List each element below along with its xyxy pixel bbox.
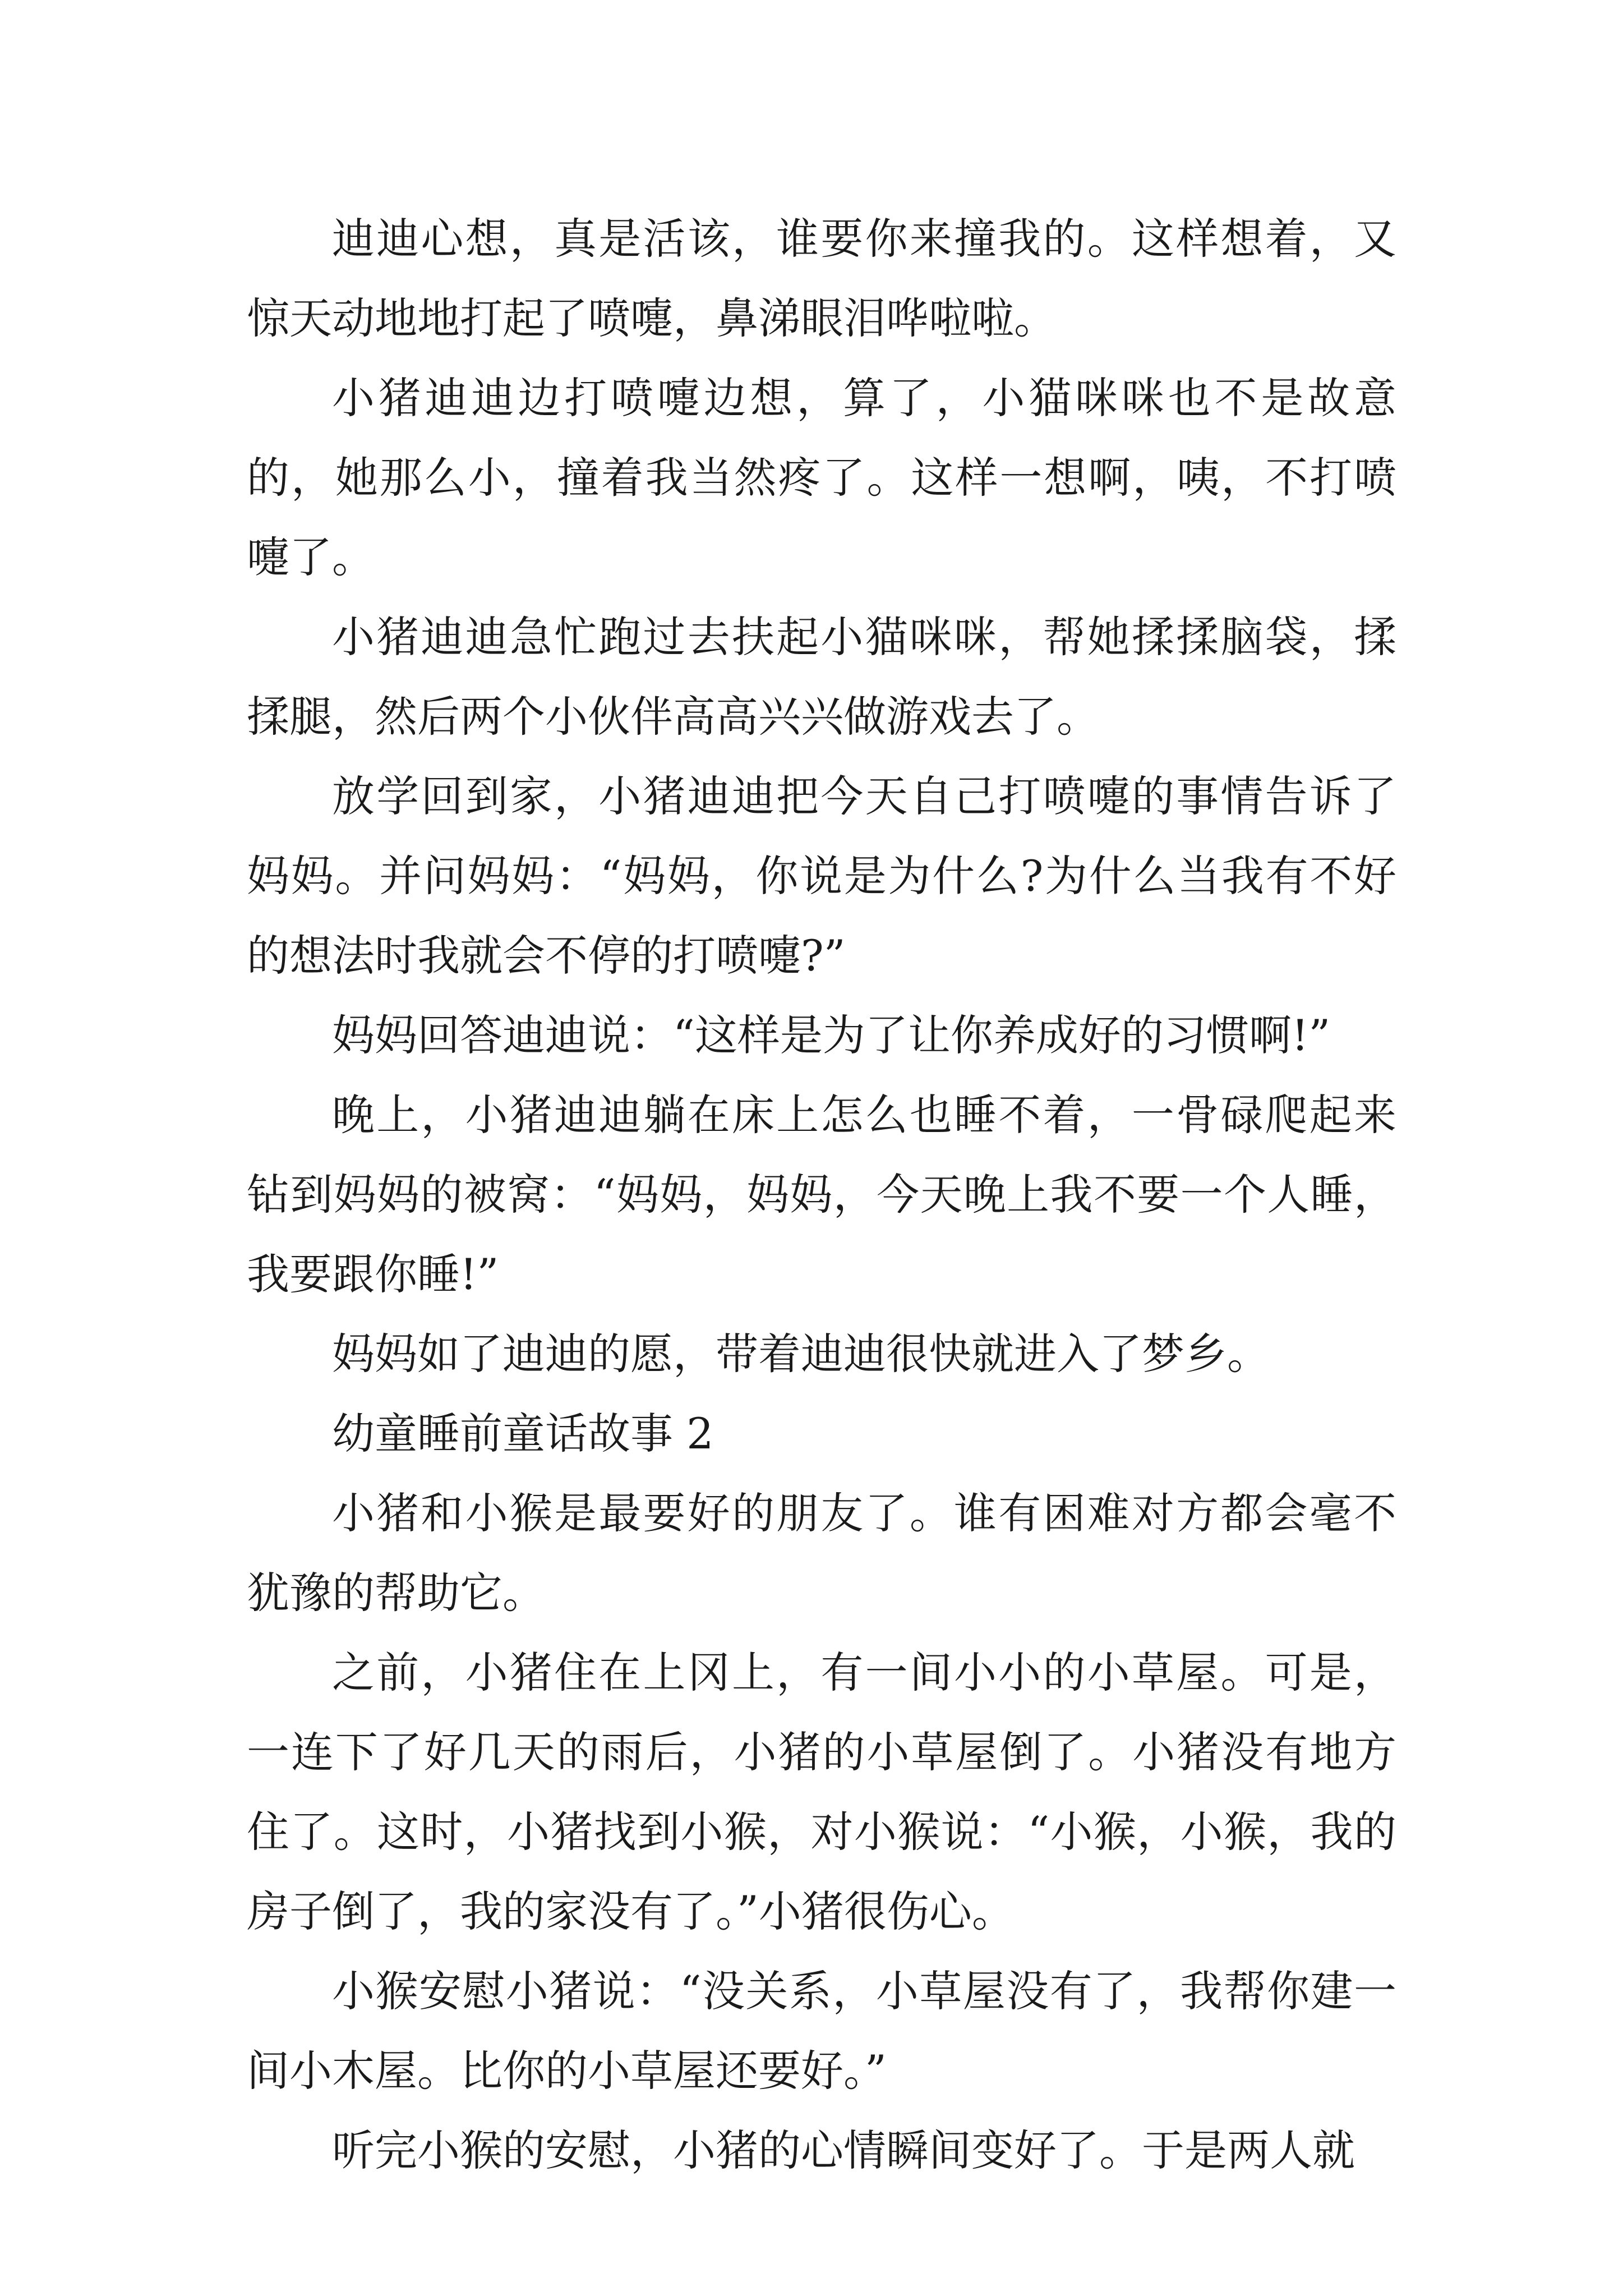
paragraph-10: 小猴安慰小猪说：“没关系，小草屋没有了，我帮你建一间小木屋。比你的小草屋还要好。”	[247, 1966, 1396, 2096]
paragraph-8: 小猪和小猴是最要好的朋友了。谁有困难对方都会毫不犹豫的帮助它。	[247, 1488, 1396, 1618]
paragraph-2: 小猪迪迪边打喷嚏边想，算了，小猫咪咪也不是故意的，她那么小，撞着我当然疼了。这样一想啊，咦，不打喷嚏了。	[247, 373, 1396, 582]
document-body	[247, 199, 1396, 2191]
paragraph-7: 妈妈如了迪迪的愿，带着迪迪很快就进入了梦乡。	[332, 1329, 1270, 1379]
paragraph-5: 妈妈回答迪迪说：“这样是为了让你养成好的习惯啊!”	[332, 1010, 1331, 1060]
paragraph-1: 迪迪心想，真是活该，谁要你来撞我的。这样想着，又惊天动地地打起了喷嚏，鼻涕眼泪哗啦啦。	[247, 214, 1396, 343]
paragraph-3: 小猪迪迪急忙跑过去扶起小猫咪咪，帮她揉揉脑袋，揉揉腿，然后两个小伙伴高高兴兴做游戏去了。	[247, 612, 1396, 742]
paragraph-4: 放学回到家，小猪迪迪把今天自己打喷嚏的事情告诉了妈妈。并问妈妈：“妈妈，你说是为什么?为什么当我有不好的想法时我就会不停的打喷嚏?”	[247, 771, 1396, 981]
paragraph-6: 晚上，小猪迪迪躺在床上怎么也睡不着，一骨碌爬起来钻到妈妈的被窝：“妈妈，妈妈，今天晚上我不要一个人睡，我要跟你睡!”	[247, 1090, 1396, 1299]
story-heading: 幼童睡前童话故事 2	[332, 1409, 714, 1458]
paragraph-9: 之前，小猪住在上冈上，有一间小小的小草屋。可是，一连下了好几天的雨后，小猪的小草屋倒了。小猪没有地方住了。这时，小猪找到小猴，对小猴说：“小猴，小猴，我的房子倒了，我的家没有了。”小猪很伤心。	[247, 1648, 1396, 1936]
paragraph-11: 听完小猴的安慰，小猪的心情瞬间变好了。于是两人就	[332, 2125, 1355, 2175]
